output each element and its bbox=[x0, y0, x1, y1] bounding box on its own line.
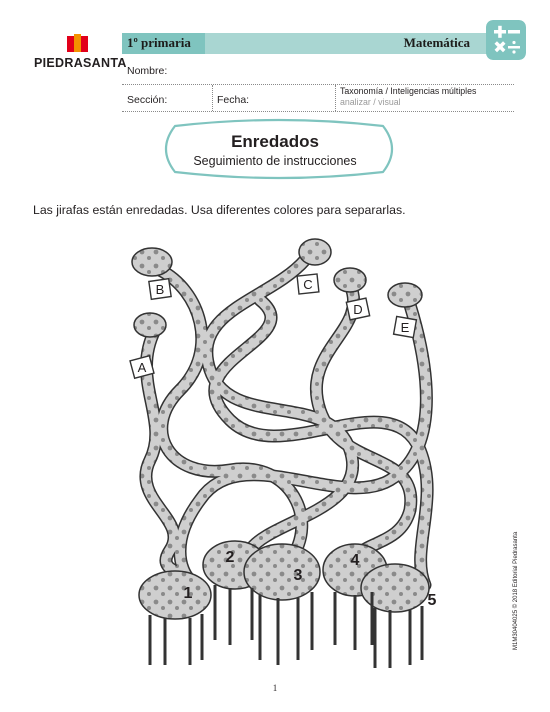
brand-name: PIEDRASANTA bbox=[34, 56, 127, 70]
grade-label: 1º primaria bbox=[127, 35, 191, 50]
head-label: C bbox=[303, 277, 313, 292]
taxonomy-values: analizar / visual bbox=[340, 97, 401, 107]
date-label: Fecha: bbox=[217, 94, 250, 106]
subject-label: Matemática bbox=[403, 35, 470, 50]
instruction-text: Las jirafas están enredadas. Usa diferentes colores para separarlas. bbox=[33, 203, 406, 217]
piedrasanta-logo-icon bbox=[66, 34, 90, 54]
copyright-side-text: M1M30404025 © 2018 Editorial Piedrasanta bbox=[513, 531, 519, 650]
head-label: B bbox=[155, 282, 165, 297]
plus-minus-times-icon bbox=[486, 20, 526, 60]
head-label: A bbox=[137, 360, 147, 375]
activity-subtitle: Seguimiento de instrucciones bbox=[193, 154, 357, 168]
divider bbox=[335, 85, 336, 111]
body-label: 4 bbox=[350, 552, 360, 569]
taxonomy-label: Taxonomía / Inteligencias múltiples bbox=[340, 86, 477, 96]
page-number: 1 bbox=[272, 683, 278, 693]
section-label: Sección: bbox=[127, 94, 168, 106]
activity-title: Enredados bbox=[231, 132, 319, 151]
name-label: Nombre: bbox=[127, 65, 168, 77]
name-line bbox=[122, 84, 514, 85]
body-label: 5 bbox=[427, 592, 437, 609]
section-line bbox=[122, 111, 514, 112]
body-label: 2 bbox=[225, 549, 235, 566]
divider bbox=[212, 85, 213, 111]
tangled-giraffes-illustration bbox=[110, 220, 450, 672]
body-label: 1 bbox=[183, 585, 193, 602]
head-label: D bbox=[353, 302, 363, 317]
head-label: E bbox=[400, 320, 410, 335]
body-label: 3 bbox=[293, 567, 303, 584]
